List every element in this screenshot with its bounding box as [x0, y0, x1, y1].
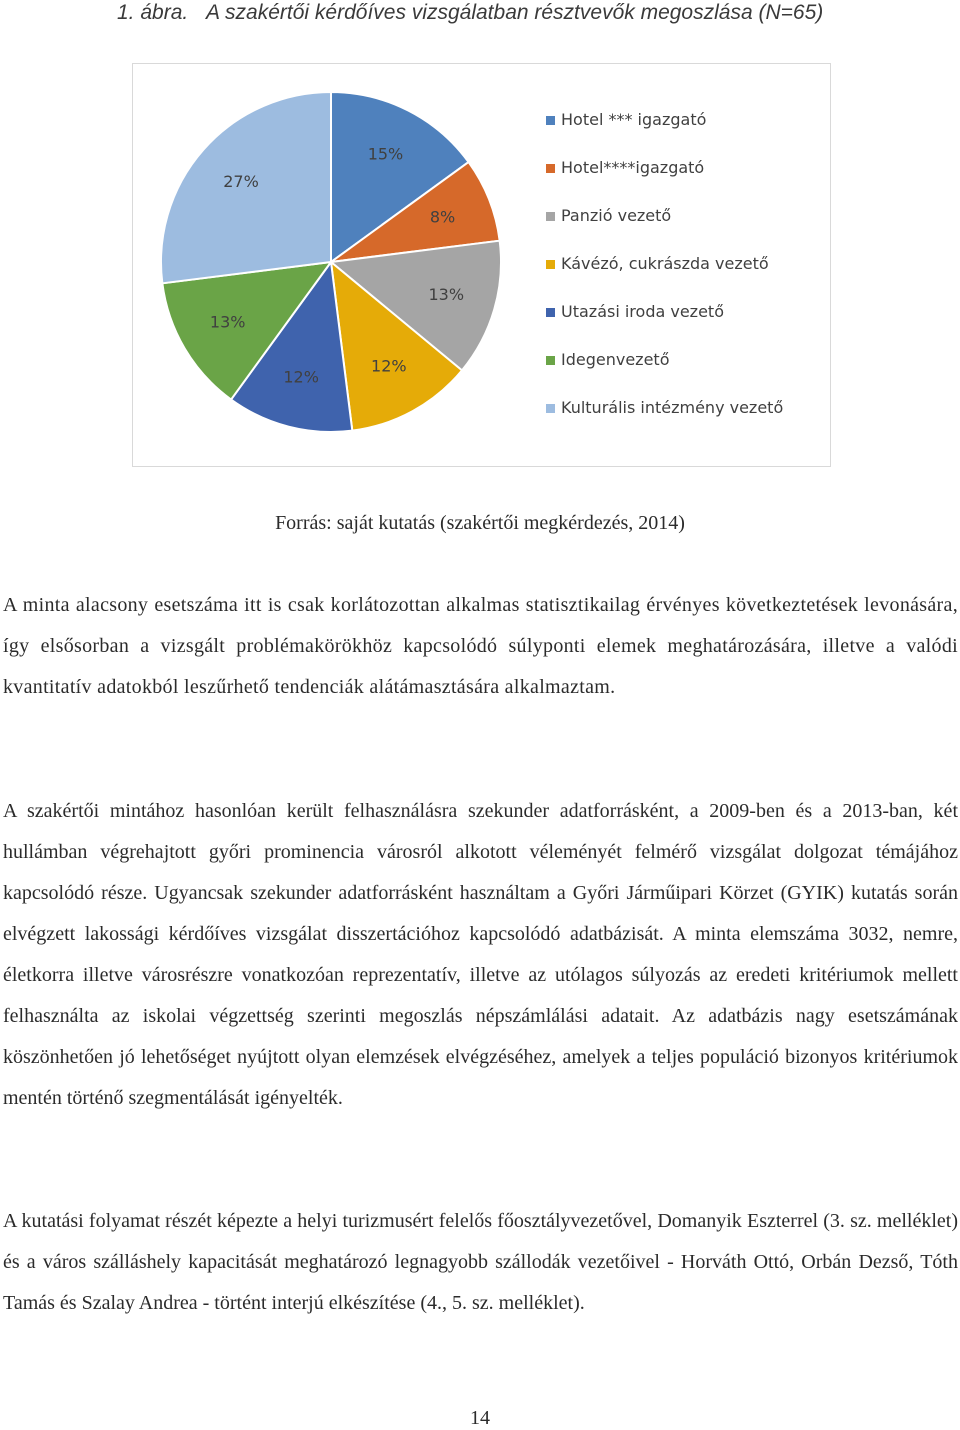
pie-slice-label-7: 27% — [223, 172, 259, 192]
legend-swatch — [546, 260, 555, 269]
legend-swatch — [546, 404, 555, 413]
body-paragraph-2: A szakértői mintához hasonlóan került felhasználásra szekunder adatforrásként, a 2009-ben és a 2013-ban, két hullámban végrehajtott győri prominencia városról alkotott véleményét felmérő vizsgálat dolgozat témájához kapcsolódó része. Ugyancsak szekunder adatforrásként használtam a Győri Járműipari Körzet (GYIK) kutatás során elvégzett lakossági kérdőíves vizsgálat disszertációhoz kapcsolódó adatbázisát. A minta elemszáma 3032, nemre, életkorra illetve városrészre vonatkozóan reprezentatív, illetve az utólagos súlyozás az eredeti kritériumok mellett felhasználta az iskolai végzettség szerinti megoszlás népszámlálási adatait. Az adatbázis nagy esetszámának köszönhetően jó lehetőséget nyújtott olyan elemzések elvégzéséhez, amelyek a teljes populáció bizonyos kritériumok mentén történő szegmentálását igényelték. — [3, 800, 958, 1109]
figure-title — [0, 0, 960, 28]
body-paragraph-3: A kutatási folyamat részét képezte a helyi turizmusért felelős főosztályvezetővel, Domanyik Eszterrel (3. sz. melléklet) és a város szálláshely kapacitását meghatározó legnagyobb szállodák vezetőivel - Horváth Ottó, Orbán Dezső, Tóth Tamás és Szalay Andrea - történt interjú elkészítése (4., 5. sz. melléklet). — [3, 1210, 958, 1314]
legend-swatch — [546, 116, 555, 125]
legend-label: Hotel *** igazgató — [561, 110, 707, 129]
page-number: 14 — [470, 1407, 490, 1429]
legend-label: Kulturális intézmény vezető — [561, 398, 784, 417]
pie-slice-label-5: 12% — [283, 367, 319, 387]
pie-chart-frame — [132, 63, 831, 467]
legend-label: Kávézó, cukrászda vezető — [561, 254, 769, 273]
pie-slice-label-2: 8% — [429, 207, 456, 227]
body-paragraph-1: A minta alacsony esetszáma itt is csak korlátozottan alkalmas statisztikailag érvényes következtetések levonására, így elsősorban a vizsgált problémakörökhöz kapcsolódó súlyponti elemek meghatározására, illetve a valódi kvantitatív adatokból leszűrhető tendenciák alátámasztására alkalmaztam. — [3, 594, 958, 698]
legend-label: Idegenvezető — [561, 350, 670, 369]
legend-label: Panzió vezető — [561, 206, 672, 225]
legend-swatch — [546, 356, 555, 365]
figure-source: Forrás: saját kutatás (szakértői megkérdezés, 2014) — [275, 512, 685, 534]
pie-slice-label-4: 12% — [371, 356, 407, 376]
legend-label: Utazási iroda vezető — [561, 302, 724, 321]
legend-label: Hotel****igazgató — [561, 158, 705, 177]
legend-swatch — [546, 308, 555, 317]
pie-slice-label-3: 13% — [428, 284, 465, 304]
legend-swatch — [546, 212, 555, 221]
figure-caption: A szakértői kérdőíves vizsgálatban résztvevők megoszlása (N=65) — [206, 1, 824, 24]
legend-swatch — [546, 164, 555, 173]
pie-slice-label-6: 13% — [209, 312, 246, 332]
pie-slice-label-1: 15% — [367, 144, 404, 164]
figure-number: 1. ábra. — [117, 1, 189, 24]
